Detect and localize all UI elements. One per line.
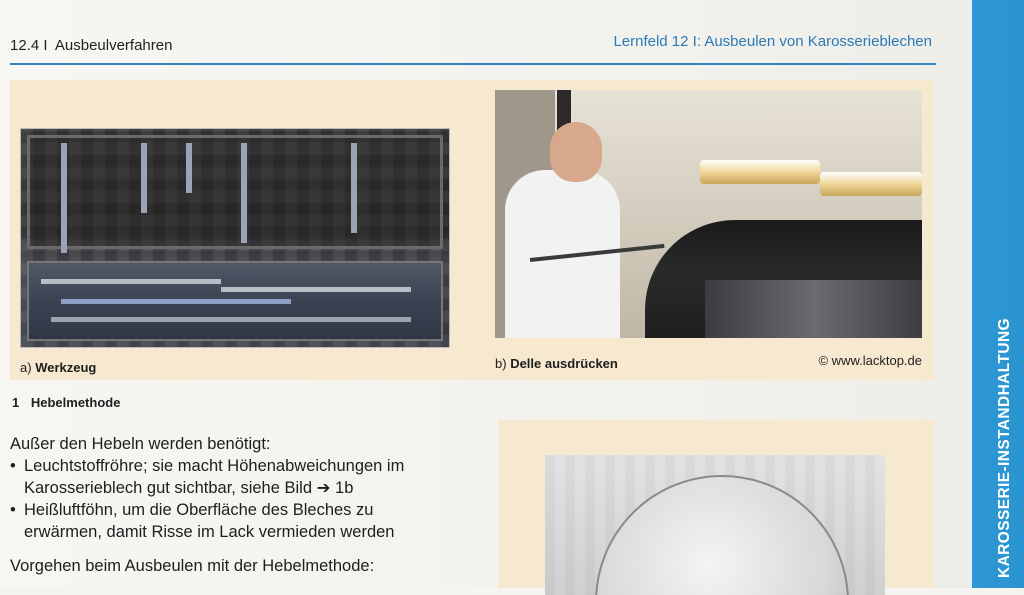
section-number: 12.4 I [10,37,48,54]
tray-tool [41,279,221,284]
arrow-right-icon: ➔ [316,479,331,497]
caption-a-letter: a) [20,360,32,375]
caption-b-text: Delle ausdrücken [510,356,618,371]
tray-tool [51,317,411,322]
lever-tool [186,143,192,193]
list-item [10,499,450,543]
caption-b [495,356,618,371]
section-title: Ausbeulverfahren [54,37,173,54]
section-header [10,37,172,54]
tray-tool [61,299,291,304]
procedure-heading: Vorgehen beim Ausbeulen mit der Hebelmethode: [10,557,375,575]
fluorescent-lamp [700,160,820,184]
list-item-text: Leuchtstoffröhre; sie macht Höhenabweichungen im Karosserieblech gut sichtbar, siehe Bild [24,457,405,497]
sphere-illustration [595,475,849,595]
header-divider [10,63,936,65]
figure-reference: 1b [335,479,354,497]
tray-tool [221,287,411,292]
sidebar-label: KAROSSERIE-INSTANDHALTUNG [996,317,1013,578]
photo-toolbox [20,128,450,348]
list-item-text: Heißluftföhn, um die Oberfläche des Bleches zu erwärmen, damit Risse im Lack vermieden werden [24,501,395,541]
lever-tool [61,143,67,253]
photo-pushing-dent [495,90,922,338]
fluorescent-lamp [820,172,922,196]
lever-tool [241,143,247,243]
caption-a [20,360,96,375]
intro-paragraph: Außer den Hebeln werden benötigt: [10,435,271,453]
figure-2-image [545,455,885,595]
caption-b-letter: b) [495,356,507,371]
lever-tool [141,143,147,213]
engine-bay [705,280,922,338]
photo-copyright: © www.lacktop.de [818,353,922,368]
figure-number: 1 [12,395,20,410]
figure-title-text: Hebelmethode [30,395,121,410]
caption-a-text: Werkzeug [35,360,97,375]
body-text [10,433,450,577]
requirements-list [10,455,450,543]
technician-head [550,122,602,182]
figure-title [12,395,120,410]
list-item [10,455,450,499]
chapter-title: Lernfeld 12 I: Ausbeulen von Karosserieblechen [613,33,932,50]
lever-tool [351,143,357,233]
toolbox-lid [27,135,443,249]
